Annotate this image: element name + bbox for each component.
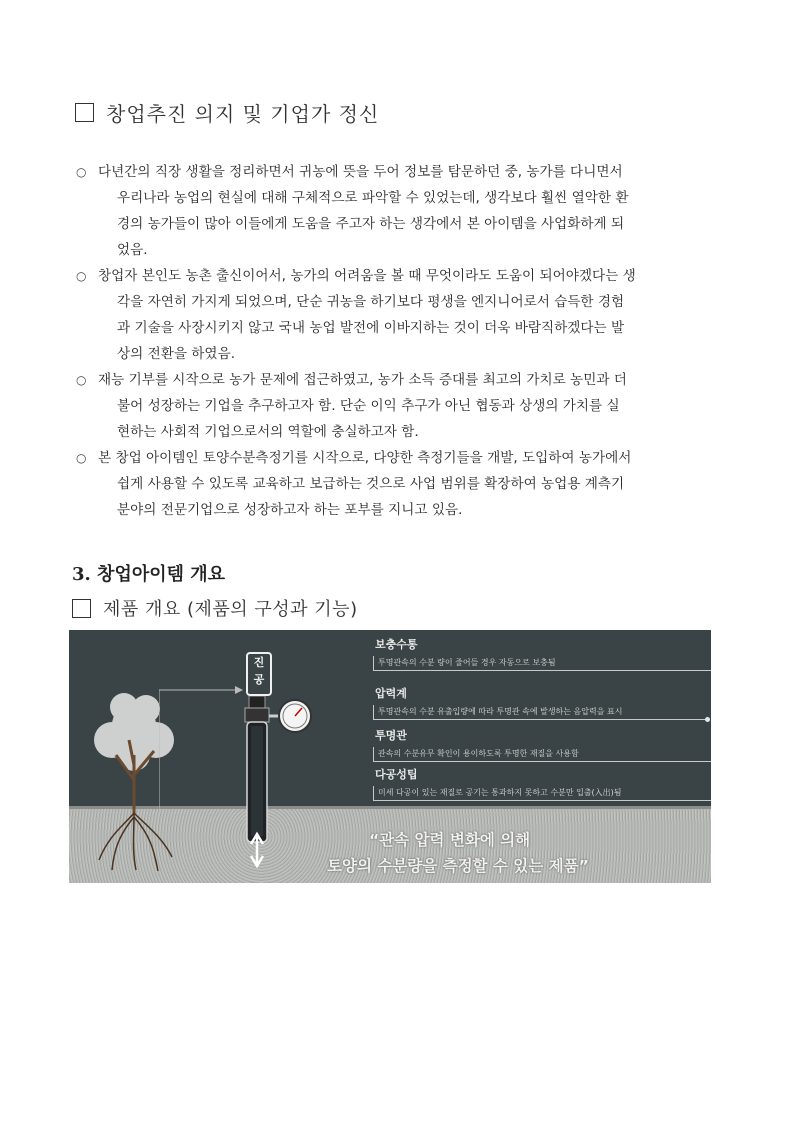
bullet-line: 불어 성장하는 기업을 추구하고자 함. 단순 이익 추구가 아닌 협동과 상생의 가치를 실 bbox=[117, 398, 620, 414]
sensor-probe-illustration bbox=[237, 696, 357, 876]
bullet-text bbox=[98, 367, 718, 445]
vacuum-label-char: 공 bbox=[253, 673, 265, 686]
bullet-marker: ○ bbox=[76, 451, 87, 465]
connector-lines bbox=[159, 685, 249, 815]
section-heading bbox=[75, 98, 379, 127]
bullet-line: 우리나라 농업의 현실에 대해 구체적으로 파악할 수 있었는데, 생각보다 훨씬 열악한 환 bbox=[117, 190, 629, 206]
bullet-list bbox=[76, 159, 718, 523]
bullet-line: 었음. bbox=[117, 242, 148, 258]
bullet-line: 창업자 본인도 농촌 출신이어서, 농가의 어려움을 볼 때 무엇이라도 도움이 되어야겠다는 생 bbox=[98, 268, 636, 284]
bullet-item bbox=[76, 445, 718, 523]
bullet-item bbox=[76, 263, 718, 367]
part-description: 미세 다공이 있는 재질로 공기는 통과하지 못하고 수분만 입출(入出)됨 bbox=[373, 786, 711, 801]
bullet-marker: ○ bbox=[76, 165, 87, 179]
bullet-text bbox=[98, 263, 718, 367]
part-name: 압력계 bbox=[375, 687, 407, 700]
product-figure bbox=[69, 630, 711, 883]
vacuum-label-char: 진 bbox=[253, 656, 265, 669]
bullet-text bbox=[98, 159, 718, 263]
bullet-line: 재능 기부를 시작으로 농가 문제에 접근하였고, 농가 소득 증대를 최고의 가치로 농민과 더 bbox=[98, 372, 627, 388]
bullet-item bbox=[76, 367, 718, 445]
checkbox-square-icon bbox=[75, 103, 94, 122]
part-description: 관속의 수분유무 확인이 용이하도록 투명한 재질을 사용함 bbox=[373, 747, 711, 762]
bullet-marker: ○ bbox=[76, 269, 87, 283]
checkbox-square-icon bbox=[72, 599, 91, 618]
bullet-line: 본 창업 아이템인 토양수분측정기를 시작으로, 다양한 측정기들을 개발, 도입하여 농가에서 bbox=[98, 450, 632, 466]
part-name: 다공성팁 bbox=[375, 768, 418, 781]
bullet-line: 각을 자연히 가지게 되었으며, 단순 귀농을 하기보다 평생을 엔지니어로서 습득한 경험 bbox=[117, 294, 625, 310]
bullet-line: 과 기술을 사장시키지 않고 국내 농업 발전에 이바지하는 것이 더욱 바람직하겠다는 발 bbox=[117, 320, 625, 336]
bullet-line: 다년간의 직장 생활을 정리하면서 귀농에 뜻을 두어 정보를 탐문하던 중, 농가를 다니면서 bbox=[98, 164, 623, 180]
bullet-line: 쉽게 사용할 수 있도록 교육하고 보급하는 것으로 사업 범위를 확장하여 농업용 계측기 bbox=[117, 476, 625, 492]
part-name: 보충수통 bbox=[375, 638, 418, 651]
bullet-text bbox=[98, 445, 718, 523]
part-name: 투명관 bbox=[375, 729, 407, 742]
section-heading-text: 창업추진 의지 및 기업가 정신 bbox=[106, 102, 380, 126]
bullet-marker: ○ bbox=[76, 373, 87, 387]
quote-line-1: “관속 압력 변화에 의해 bbox=[369, 831, 531, 849]
section3-title: 3. 창업아이템 개요 bbox=[72, 564, 226, 585]
vacuum-label bbox=[246, 652, 272, 696]
bullet-line: 분야의 전문기업으로 성장하고자 하는 포부를 지니고 있음. bbox=[117, 502, 463, 518]
callout-dot bbox=[705, 717, 710, 722]
part-description: 투명관속의 수분 유출입량에 따라 투명관 속에 발생하는 음압력을 표시 bbox=[373, 705, 707, 720]
quote-line-2: 토양의 수분량을 측정할 수 있는 제품” bbox=[327, 857, 589, 875]
bullet-item bbox=[76, 159, 718, 263]
subsection-heading-text: 제품 개요 (제품의 구성과 기능) bbox=[103, 599, 358, 620]
bullet-line: 상의 전환을 하였음. bbox=[117, 346, 236, 362]
bullet-line: 경의 농가들이 많아 이들에게 도움을 주고자 하는 생각에서 본 아이템을 사업화하게 되 bbox=[117, 216, 625, 232]
subsection-heading bbox=[72, 595, 358, 621]
part-description: 투명관속의 수분 량이 줄어들 경우 자동으로 보충됨 bbox=[373, 656, 711, 671]
bullet-line: 현하는 사회적 기업으로서의 역할에 충실하고자 함. bbox=[117, 424, 419, 440]
